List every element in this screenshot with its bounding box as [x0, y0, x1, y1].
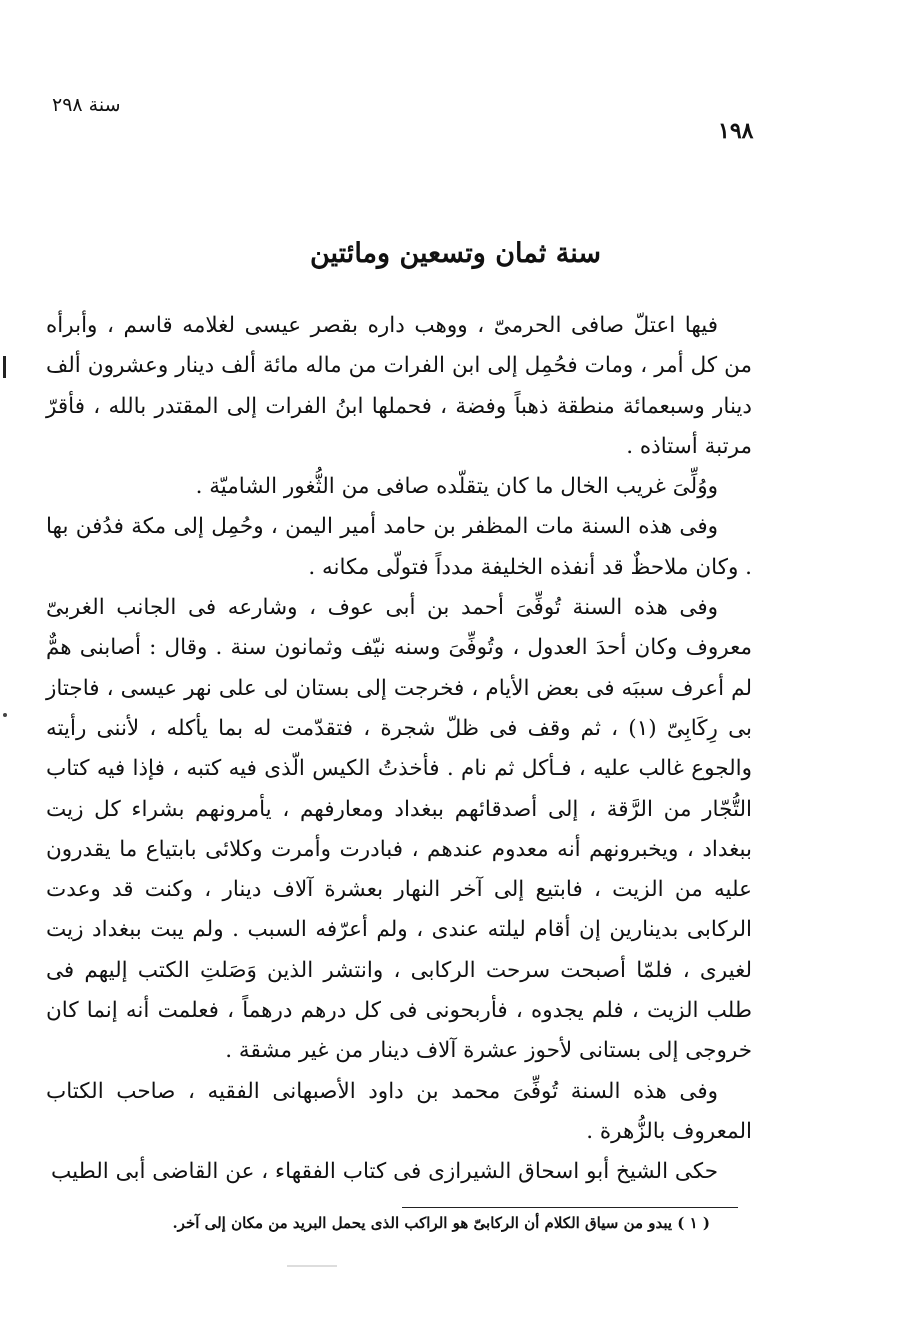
body-text — [46, 306, 752, 1193]
running-head-year: سنة ٢٩٨ — [52, 94, 121, 116]
footnote: ( ١ ) يبدو من سياق الكلام أن الركابىّ هو الراكب الذى يحمل البريد من مكان إلى آخر. — [172, 1214, 710, 1232]
scan-speck — [3, 713, 7, 717]
chapter-title: سنة ثمان وتسعين ومائتين — [309, 238, 602, 269]
paragraph-gharib: ووُلِّىَ غريب الخال ما كان يتقلّده صافى من الثُّغور الشاميّة . — [195, 474, 718, 500]
paragraph-muhammad-ibn-dawud: وفى هذه السنة تُوفِّىَ محمد بن داود الأصبهانى الفقيه ، صاحب الكتاب المعروف بالزُّهرة . — [46, 1078, 752, 1144]
paragraph-abu-ishaq: حكى الشيخ أبو اسحاق الشيرازى فى كتاب الفقهاء ، عن القاضى أبى الطيب — [50, 1159, 718, 1185]
scan-smudge — [287, 1265, 337, 1267]
paragraph-muzaffar: وفى هذه السنة مات المظفر بن حامد أمير اليمن ، وحُمِل إلى مكة فدُفن بها . وكان ملاحظٌ قد أنفذه الخليفة مدداً فتولّى مكانه . — [46, 514, 752, 580]
scan-margin-mark — [3, 356, 6, 378]
footnote-divider — [402, 1207, 738, 1208]
page-number: ١٩٨ — [718, 118, 754, 144]
paragraph-safi: فيها اعتلّ صافى الحرمىّ ، ووهب داره بقصر عيسى لغلامه قاسم ، وأبرأه من كل أمر ، ومات فحُمِل إلى ابن الفرات من ماله مائة ألف دينار وعشرون ألف دينار وسبعمائة منطقة ذهباً وفضة ، فحملها ابنُ الفرات إلى المقتدر بالله ، فأقرّ مرتبة أستاذه . — [46, 313, 752, 459]
paragraph-ahmad-ibn-abi-awf: وفى هذه السنة تُوفِّىَ أحمد بن أبى عوف ، وشارعه فى الجانب الغربىّ معروف وكان أحدَ العدول ، وتُوفِّىَ وسنه نيّف وثمانون سنة . وقال : أصابنى همٌّ لم أعرف سببَه فى بعض الأيام ، فخرجت إلى بستان لى على نهر عيسى ، فاجتاز بى رِكَابِىّ (١) ، ثم وقف فى ظلّ شجرة ، فتقدّمت له بما يأكله ، لأننى رأيته والجوع غالب عليه ، فـأكل ثم نام . فأخذتُ الكيس الّذى فيه كتبه ، فإذا فيه كتاب التُّجّار من الرَّقة ، إلى أصدقائهم ببغداد ومعارفهم ، يأمرونهم بشراء كل زيت ببغداد ، ويخبرونهم أنه معدوم عندهم ، فبادرت وأمرت وكلائى بابتياع ما يقدرون عليه من الزيت ، فابتيع إلى آخر النهار بعشرة آلاف دينار ، وكنت قد وعدت الركابى بدينارين إن أقام ليلته عندى ، ولم أعرّفه السبب . ولم يبت ببغداد زيت لغيرى ، فلمّا أصبحت سرحت الركابى ، وانتشر الذين وَصَلتِ الكتب إليهم فى طلب الزيت ، فلم يجدوه ، فأربحونى فى كل درهم درهماً ، فعلمت أنه إنما كان خروجى إلى بستانى لأحوز عشرة آلاف دينار من غير مشقة . — [46, 595, 752, 1064]
